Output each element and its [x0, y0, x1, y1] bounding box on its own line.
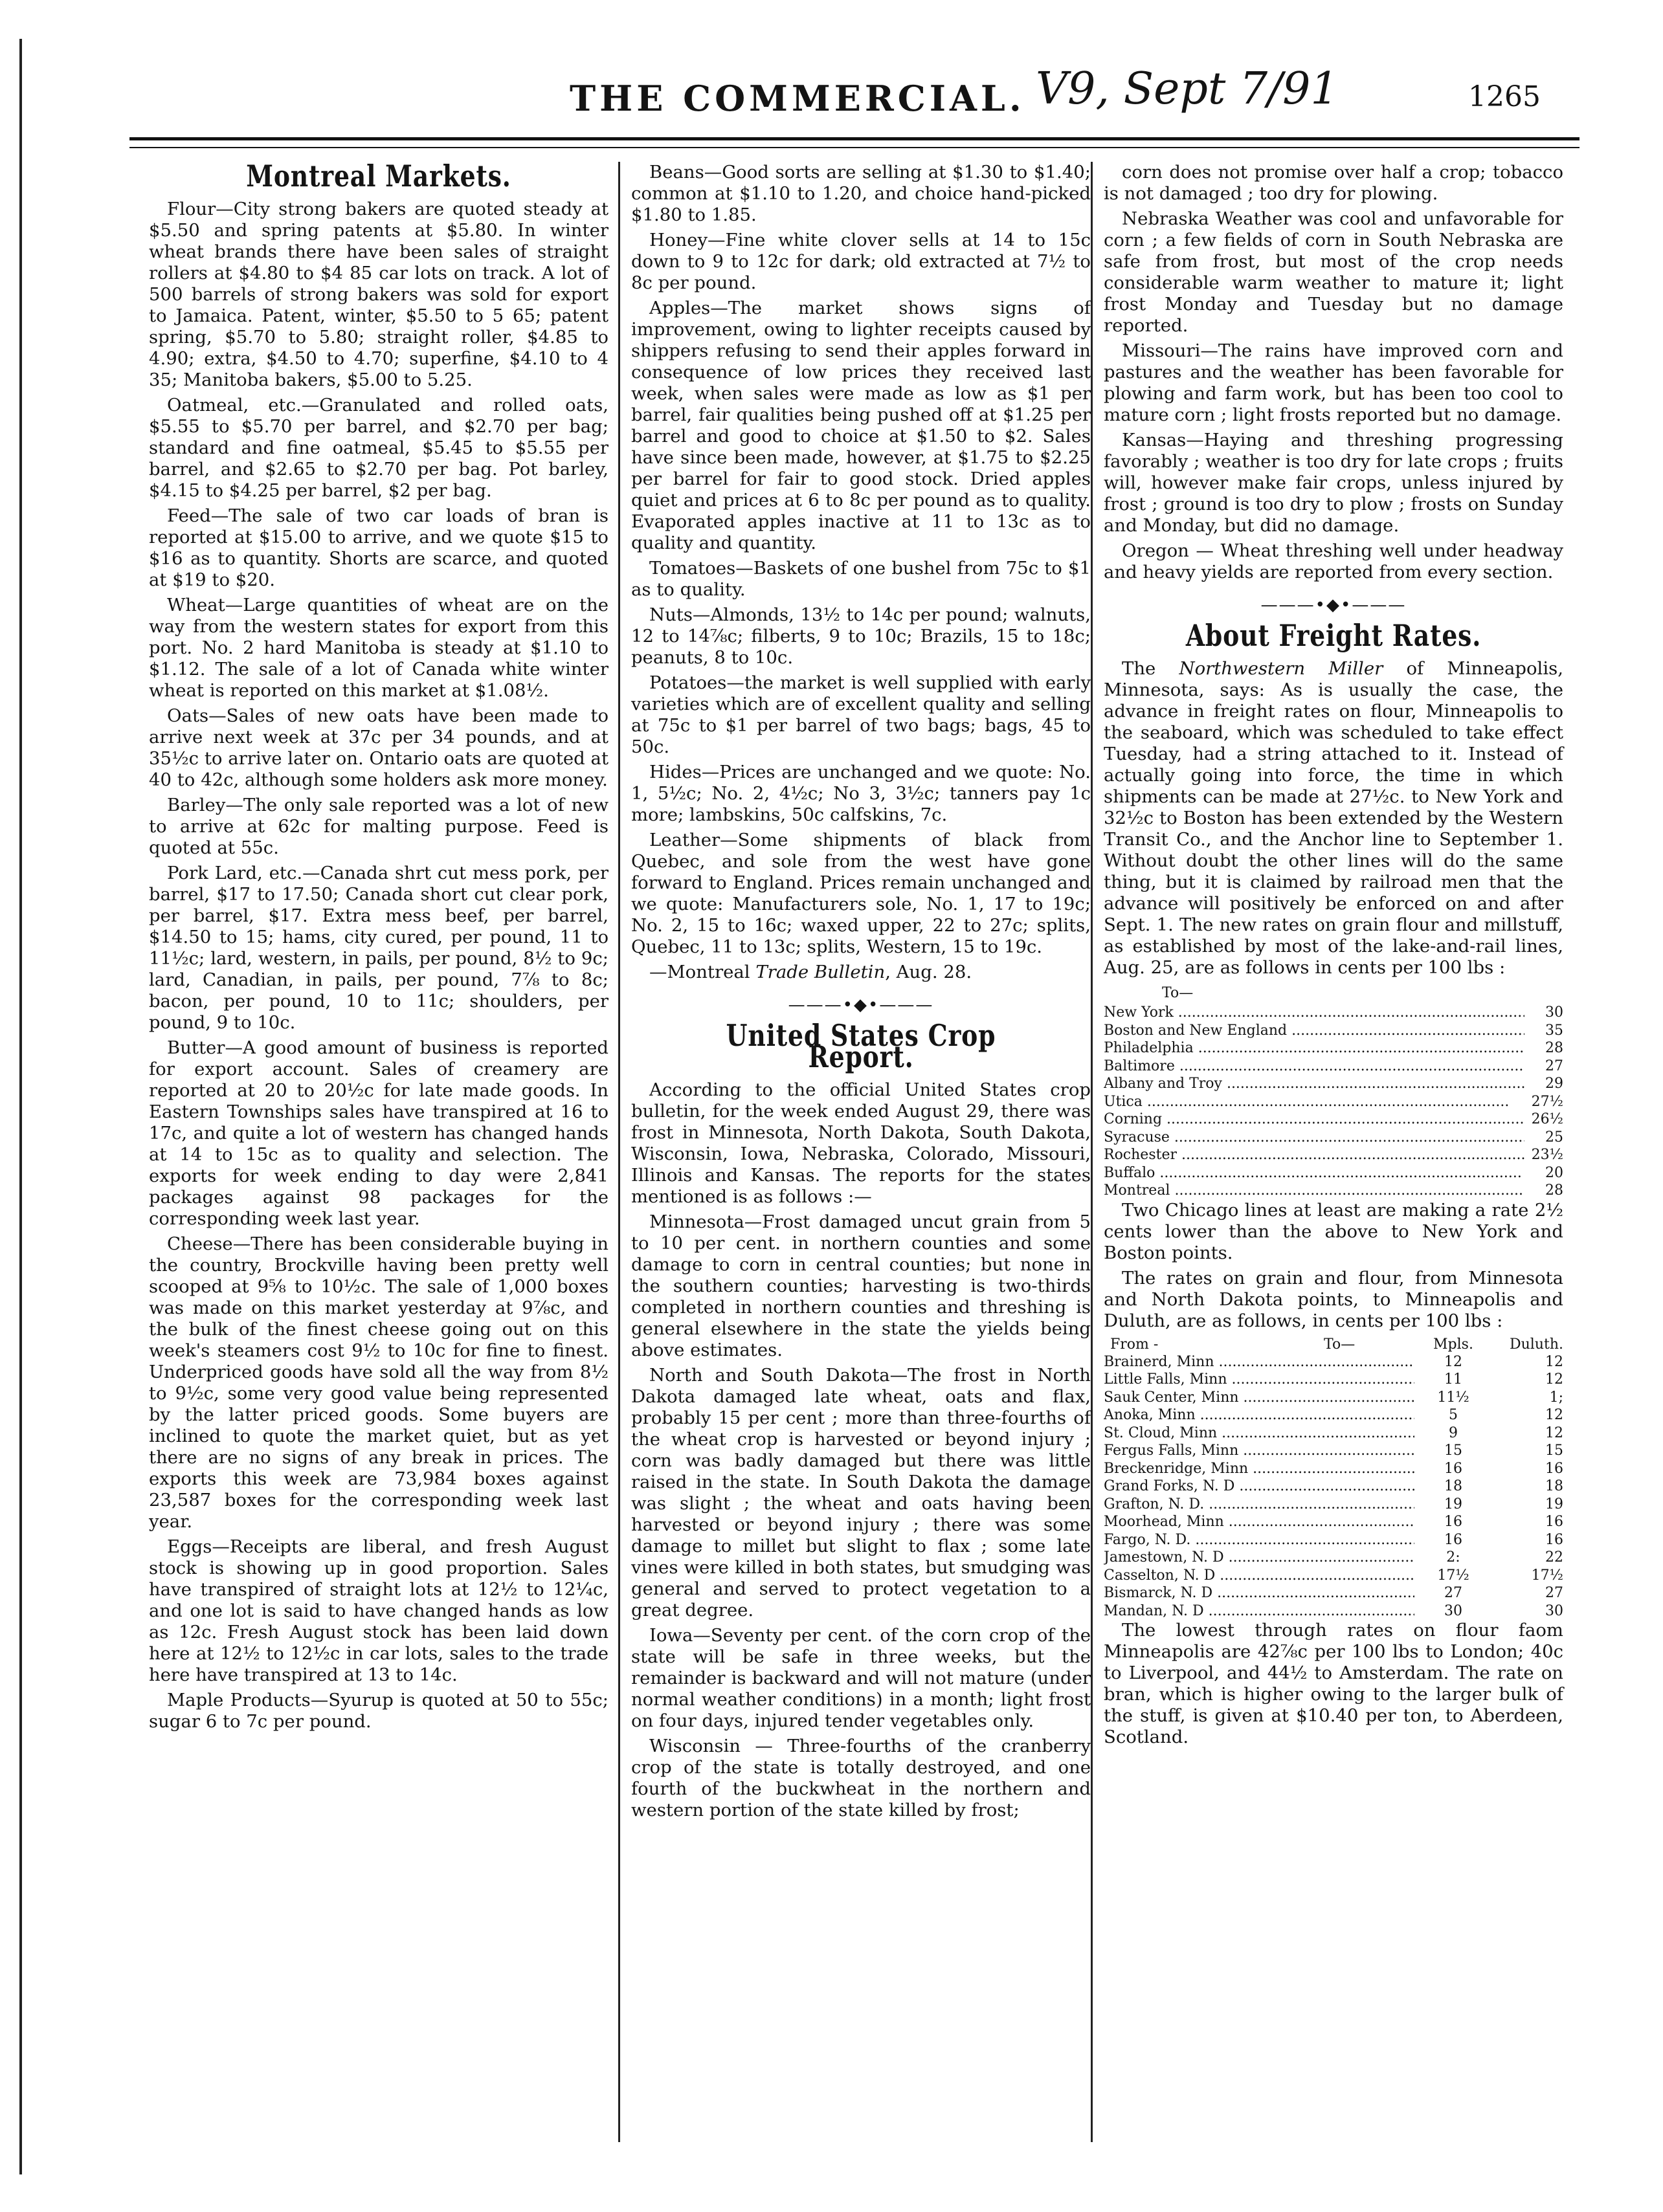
rate-value: 20 [1545, 1164, 1563, 1181]
grid-duluth: 16 [1545, 1460, 1563, 1477]
grid-mpls: 18 [1444, 1478, 1462, 1494]
grid-mpls: 9 [1449, 1424, 1458, 1441]
grid-origin: Anoka, Minn ..... [1104, 1406, 1414, 1424]
binding-edge [19, 39, 22, 2174]
rate-row [1104, 1039, 1563, 1057]
intro-publication: Northwestern Miller [1179, 658, 1383, 679]
masthead: THE COMMERCIAL. [570, 78, 1025, 119]
grid-duluth: 30 [1545, 1602, 1563, 1619]
grid-row [1104, 1513, 1563, 1531]
rate-value: 28 [1545, 1040, 1563, 1056]
grid-row [1104, 1531, 1563, 1549]
article-paragraph: Eggs—Receipts are liberal, and fresh August stock is showing up in good proportion. Sales have transpired of straight lots at 12½ to 12¼c, and one lot is said to have changed hands as low as 12c. Fresh August stock has been laid down here at 12½ to 12½c in car lots, sales to the trade here have transpired at 13 to 14c. [149, 1536, 608, 1685]
article-paragraph: Minnesota—Frost damaged uncut grain from 5 to 10 per cent. in northern counties and some damage to corn in central counties; but none in the southern counties; harvesting is two-thirds completed in northern counties and threshing is general elsewhere in the state the yields being above estimates. [631, 1211, 1091, 1360]
section-title-freight-rates: About Freight Rates. [1185, 618, 1482, 653]
rate-destination: Montreal ..... [1104, 1182, 1524, 1200]
grid-duluth: 22 [1545, 1549, 1563, 1565]
grid-row [1104, 1424, 1563, 1443]
grid-mpls: 5 [1449, 1407, 1458, 1423]
article-paragraph: Missouri—The rains have improved corn and pastures and the weather has been favorable for plowing and farm work, but has been too cool to mature corn ; light frosts reported but no damage. [1104, 340, 1563, 425]
page-number: 1265 [1468, 80, 1541, 113]
grid-origin: Moorhead, Minn ..... [1104, 1513, 1414, 1531]
rate-row [1104, 1111, 1563, 1129]
grid-mpls: 17½ [1437, 1567, 1469, 1584]
rates-grid [1104, 1353, 1563, 1620]
ornament-divider: ———•◆•——— [1260, 595, 1407, 615]
rate-row [1104, 1022, 1563, 1040]
rate-destination: Corning ..... [1104, 1111, 1524, 1129]
header-mpls: Mpls. [1433, 1336, 1473, 1353]
ornament-divider: ———•◆•——— [788, 995, 934, 1015]
article-paragraph: Kansas—Haying and threshing progressing favorably ; weather is too dry for late crops ; fruits will, however make fair crops, unless injured by frost ; ground is too dry to plow ; frosts on Sunday and Monday, but did no damage. [1104, 430, 1563, 536]
grid-duluth: 18 [1545, 1478, 1563, 1494]
grid-duluth: 16 [1545, 1514, 1563, 1530]
grid-origin: Grand Forks, N. D ..... [1104, 1477, 1414, 1496]
grid-mpls: 19 [1444, 1496, 1462, 1512]
article-paragraph: Oatmeal, etc.—Granulated and rolled oats, $5.55 to $5.70 per barrel, and $2.70 per bag; standard and fine oatmeal, $5.45 to $5.55 per barrel, and $2.65 to $2.70 per bag. Pot barley, $4.15 to $4.25 per barrel, $2 per bag. [149, 395, 608, 501]
rate-destination: New York ..... [1104, 1004, 1524, 1022]
rate-value: 27 [1545, 1057, 1563, 1074]
article-paragraph: The lowest through rates on flour faom Minneapolis are 42⅞c per 100 lbs to London; 40c to Liverpool, and 44½ to Amsterdam. The rate on bran, which is higher owing to the larger bulk of the stuff, is given at $10.40 per ton, to Aberdeen, Scotland. [1104, 1620, 1563, 1747]
article-paragraph: Leather—Some shipments of black from Quebec, and sole from the west have gone forward to England. Prices remain unchanged and we quote: Manufacturers sole, No. 1, 17 to 19c; No. 2, 15 to 16c; waxed upper, 22 to 27c; splits, Quebec, 11 to 13c; splits, Western, 15 to 19c. [631, 830, 1091, 957]
header-duluth: Duluth. [1509, 1336, 1563, 1353]
article-paragraph: Potatoes—the market is well supplied with early varieties which are of excellent quality and selling at 75c to $1 per barrel of two bags; bags, 45 to 50c. [631, 672, 1091, 757]
freight-intro [1104, 658, 1563, 979]
grid-row [1104, 1477, 1563, 1496]
source-publication: Trade Bulletin [755, 962, 886, 982]
rates-grid-header [1104, 1336, 1563, 1353]
grid-row [1104, 1460, 1563, 1478]
grid-duluth: 19 [1545, 1496, 1563, 1512]
column-divider [1091, 162, 1093, 2142]
rate-value: 29 [1545, 1076, 1563, 1092]
grid-mpls: 16 [1444, 1531, 1462, 1548]
rate-destination: Syracuse ..... [1104, 1129, 1524, 1147]
article-paragraph: Wheat—Large quantities of wheat are on the way from the western states for export from this port. No. 2 hard Manitoba is steady at $1.10 to $1.12. The sale of a lot of Canada white winter wheat is reported on this market at $1.08½. [149, 595, 608, 701]
grid-origin: Jamestown, N. D ..... [1104, 1549, 1414, 1567]
grid-duluth: 12 [1545, 1407, 1563, 1423]
section-title-crop-report: United States Crop Report. [726, 1018, 996, 1074]
grid-mpls: 15 [1444, 1443, 1462, 1459]
rate-value: 26½ [1531, 1111, 1563, 1127]
rate-value: 28 [1545, 1182, 1563, 1199]
rate-row [1104, 1164, 1563, 1182]
grid-origin: Fargo, N. D. ..... [1104, 1531, 1414, 1549]
grid-duluth: 27 [1545, 1585, 1563, 1601]
handwritten-annotation: V9, Sept 7/91 [1036, 63, 1339, 115]
article-paragraph: corn does not promise over half a crop; tobacco is not damaged ; too dry for plowing. [1104, 162, 1563, 204]
grid-duluth: 12 [1545, 1353, 1563, 1370]
article-paragraph: Oats—Sales of new oats have been made to arrive next week at 37c per 34 pounds, and at 35½c to arrive later on. Ontario oats are quoted at 40 to 42c, although some holders ask more money. [149, 705, 608, 790]
grid-origin: Fergus Falls, Minn ..... [1104, 1442, 1414, 1460]
grid-duluth: 12 [1545, 1371, 1563, 1388]
grid-row [1104, 1442, 1563, 1460]
rates-to-label: To— [1162, 985, 1194, 1001]
grid-origin: Sauk Center, Minn ..... [1104, 1389, 1414, 1407]
article-paragraph: According to the official United States crop bulletin, for the week ended August 29, there was frost in Minnesota, North Dakota, South Dakota, Wisconsin, Iowa, Nebraska, Colorado, Missouri, Illinois and Kansas. The reports for the states mentioned is as follows :— [631, 1079, 1091, 1207]
grid-origin: Casselton, N. D ..... [1104, 1567, 1414, 1585]
rate-value: 23½ [1531, 1147, 1563, 1163]
grid-row [1104, 1567, 1563, 1585]
grid-origin: Grafton, N. D. ..... [1104, 1496, 1414, 1514]
header-rule [129, 137, 1579, 148]
rate-value: 25 [1545, 1129, 1563, 1145]
rate-value: 27½ [1531, 1093, 1563, 1110]
rate-destination: Boston and New England ..... [1104, 1022, 1524, 1040]
grid-row [1104, 1353, 1563, 1371]
article-paragraph: Hides—Prices are unchanged and we quote: No. 1, 5½c; No. 2, 4½c; No 3, 3½c; tanners pay 1c more; lambskins, 50c calfskins, 7c. [631, 762, 1091, 825]
article-paragraph: Barley—The only sale reported was a lot of new to arrive at 62c for malting purpose. Feed is quoted at 55c. [149, 795, 608, 858]
rate-value: 35 [1545, 1022, 1563, 1039]
grid-duluth: 17½ [1531, 1567, 1563, 1584]
grid-mpls: 16 [1444, 1460, 1462, 1477]
grid-mpls: 16 [1444, 1514, 1462, 1530]
article-paragraph: Pork Lard, etc.—Canada shrt cut mess pork, per barrel, $17 to 17.50; Canada short cut clear pork, per barrel, $17. Extra mess beef, per barrel, $14.50 to 15; hams, city cured, per pound, 11 to 11½c; lard, western, in pails, per pound, 8½ to 9c; lard, Canadian, in pails, per pound, 7⅞ to 8c; bacon, per pound, 10 to 11c; shoulders, per pound, 9 to 10c. [149, 863, 608, 1033]
article-paragraph: Oregon — Wheat threshing well under headway and heavy yields are reported from every section. [1104, 540, 1563, 582]
rate-destination: Philadelphia ..... [1104, 1039, 1524, 1057]
column-divider [618, 162, 620, 2142]
rate-destination: Albany and Troy ..... [1104, 1075, 1524, 1093]
rates-table [1104, 1004, 1563, 1200]
grid-duluth: 12 [1545, 1424, 1563, 1441]
article-paragraph: Beans—Good sorts are selling at $1.30 to $1.40; common at $1.10 to 1.20, and choice hand-picked $1.80 to 1.85. [631, 162, 1091, 225]
rate-destination: Rochester ..... [1104, 1146, 1524, 1164]
grid-row [1104, 1389, 1563, 1407]
article-paragraph: Feed—The sale of two car loads of bran is reported at $15.00 to arrive, and we quote $15 to $16 as to quantity. Shorts are scarce, and quoted at $19 to $20. [149, 505, 608, 590]
article-paragraph: Wisconsin — Three-fourths of the cranberry crop of the state is totally destroyed, and one fourth of the buckwheat in the northern and western portion of the state killed by frost; [631, 1736, 1091, 1820]
header-from: From - [1110, 1336, 1159, 1353]
column-1 [149, 159, 608, 1736]
header-to: To— [1324, 1336, 1356, 1353]
article-paragraph: Flour—City strong bakers are quoted steady at $5.50 and spring patents at $5.80. In winter wheat brands there have been sales of straight rollers at $4.80 to $4 85 car lots on track. A lot of 500 barrels of strong bakers was sold for export to Jamaica. Patent, winter, $5.50 to 5 65; patent spring, $5.70 to 5.80; straight roller, $4.85 to 4.90; extra, $4.50 to 4.70; superfine, $4.10 to 4 35; Manitoba bakers, $5.00 to 5.25. [149, 199, 608, 390]
article-paragraph: Two Chicago lines at least are making a rate 2½ cents lower than the above to New York and Boston points. [1104, 1199, 1563, 1263]
source-suffix: , Aug. 28. [885, 962, 972, 982]
rate-row [1104, 1004, 1563, 1022]
rate-row [1104, 1075, 1563, 1093]
article-paragraph: Cheese—There has been considerable buying in the country, Brockville having been pretty well scooped at 9⅝ to 10½c. The sale of 1,000 boxes was made on this market yesterday at 9⅞c, and the bulk of the finest cheese going out on this week's steamers cost 9½ to 10c for fine to finest. Underpriced goods have sold all the way from 8½ to 9½c, some very good value being represented by the latter priced goods. Some buyers are inclined to quote the market quiet, but as yet there are no signs of any break in prices. The exports this week are 73,984 boxes against 23,587 boxes for the corresponding week last year. [149, 1233, 608, 1532]
grid-origin: Brainerd, Minn ..... [1104, 1353, 1414, 1371]
intro-body: of Minneapolis, Minnesota, says: As is usually the case, the advance in freight rates on flour, Minneapolis to the seaboard, which was scheduled to take effect Tuesday, had a string attached to it. Instead of actually going into force, the time in which shipments can be made at 27½c. to New York and 32½c to Boston has been extended by the Western Transit Co., and the Anchor line to September 1. Without doubt the other lines will do the same thing, but it is claimed by railroad men that the advance will positively be enforced on and after Sept. 1. The new rates on grain flour and millstuff, as established by most of the lake-and-rail lines, Aug. 25, are as follows in cents per 100 lbs : [1104, 658, 1563, 978]
article-paragraph: Honey—Fine white clover sells at 14 to 15c down to 9 to 12c for dark; old extracted at 7½ to 8c per pound. [631, 230, 1091, 293]
column-3 [1104, 162, 1563, 1752]
rate-destination: Utica ..... [1104, 1093, 1524, 1111]
rate-row [1104, 1182, 1563, 1200]
grid-row [1104, 1406, 1563, 1424]
article-paragraph: Apples—The market shows signs of improvement, owing to lighter receipts caused by shippers refusing to send their apples forward in consequence of low prices they received last week, when sales were made as low as $1 per barrel, fair qualities being pushed off at $1.25 per barrel and good to choice at $1.50 to $2. Sales have since been made, however, at $1.75 to $2.25 per barrel for fair to good stock. Dried apples quiet and prices at 6 to 8c per pound as to quality. Evaporated apples inactive at 11 to 13c as to quality and quantity. [631, 298, 1091, 553]
grid-row [1104, 1371, 1563, 1389]
source-prefix: —Montreal [649, 962, 756, 982]
grid-duluth: 1; [1549, 1389, 1563, 1406]
grid-mpls: 27 [1444, 1585, 1462, 1601]
grid-origin: Mandan, N. D ..... [1104, 1602, 1414, 1620]
grid-origin: Little Falls, Minn ..... [1104, 1371, 1414, 1389]
article-paragraph: Tomatoes—Baskets of one bushel from 75c to $1 as to quality. [631, 558, 1091, 600]
article-paragraph: Iowa—Seventy per cent. of the corn crop of the state will be safe in three weeks, but the remainder is backward and will not mature (under normal weather conditions) in a month; light frost on four days, injured tender vegetables only. [631, 1625, 1091, 1731]
article-paragraph: North and South Dakota—The frost in North Dakota damaged late wheat, oats and flax, probably 15 per cent ; more than three-fourths of the wheat crop is harvested or beyond injury ; corn was badly damaged but there was little raised in the state. In South Dakota the damage was slight ; the wheat and oats having been harvested or beyond injury ; there was some damage to millet but slight to flax ; some late vines were killed in both states, but smudging was general and served to protect vegetation to a great degree. [631, 1365, 1091, 1620]
article-paragraph: Butter—A good amount of business is reported for export account. Sales of creamery are reported at 20 to 20½c for late made goods. In Eastern Townships sales have transpired at 16 to 17c, and quite a lot of western has changed hands at 14 to 15c as to quality and selection. The exports for week ending to day were 2,841 packages against 98 packages for the corresponding week last year. [149, 1037, 608, 1229]
grid-origin: Breckenridge, Minn ..... [1104, 1460, 1414, 1478]
grid-mpls: 11½ [1437, 1389, 1469, 1406]
grid-origin: St. Cloud, Minn ..... [1104, 1424, 1414, 1443]
grid-mpls: 2: [1446, 1549, 1460, 1565]
rate-value: 30 [1545, 1004, 1563, 1021]
grid-row [1104, 1549, 1563, 1567]
article-paragraph: Nuts—Almonds, 13½ to 14c per pound; walnuts, 12 to 14⅞c; filberts, 9 to 10c; Brazils, 15 to 18c; peanuts, 8 to 10c. [631, 604, 1091, 668]
grid-row [1104, 1584, 1563, 1602]
article-paragraph: Maple Products—Syurup is quoted at 50 to 55c; sugar 6 to 7c per pound. [149, 1690, 608, 1732]
section-title-montreal-markets: Montreal Markets. [246, 159, 511, 194]
rate-destination: Buffalo ..... [1104, 1164, 1524, 1182]
column-2 [631, 162, 1091, 1825]
article-paragraph: The rates on grain and flour, from Minnesota and North Dakota points, to Minneapolis and Duluth, are as follows, in cents per 100 lbs : [1104, 1267, 1563, 1331]
rate-row [1104, 1093, 1563, 1111]
grid-duluth: 16 [1545, 1531, 1563, 1548]
rate-row [1104, 1129, 1563, 1147]
article-paragraph: Nebraska Weather was cool and unfavorable for corn ; a few fields of corn in South Nebraska are safe from frost, but most of the crop needs considerable warm weather to mature it; light frost Monday and Tuesday but no damage reported. [1104, 208, 1563, 336]
rate-row [1104, 1146, 1563, 1164]
page-header [129, 63, 1554, 129]
grid-mpls: 30 [1444, 1602, 1462, 1619]
grid-duluth: 15 [1545, 1443, 1563, 1459]
grid-mpls: 11 [1444, 1371, 1462, 1388]
rate-destination: Baltimore ..... [1104, 1057, 1524, 1076]
rate-row [1104, 1057, 1563, 1076]
grid-mpls: 12 [1444, 1353, 1462, 1370]
grid-row [1104, 1602, 1563, 1620]
grid-row [1104, 1496, 1563, 1514]
source-credit [631, 962, 1091, 983]
intro-prefix: The [1122, 658, 1179, 679]
grid-origin: Bismarck, N. D ..... [1104, 1584, 1414, 1602]
